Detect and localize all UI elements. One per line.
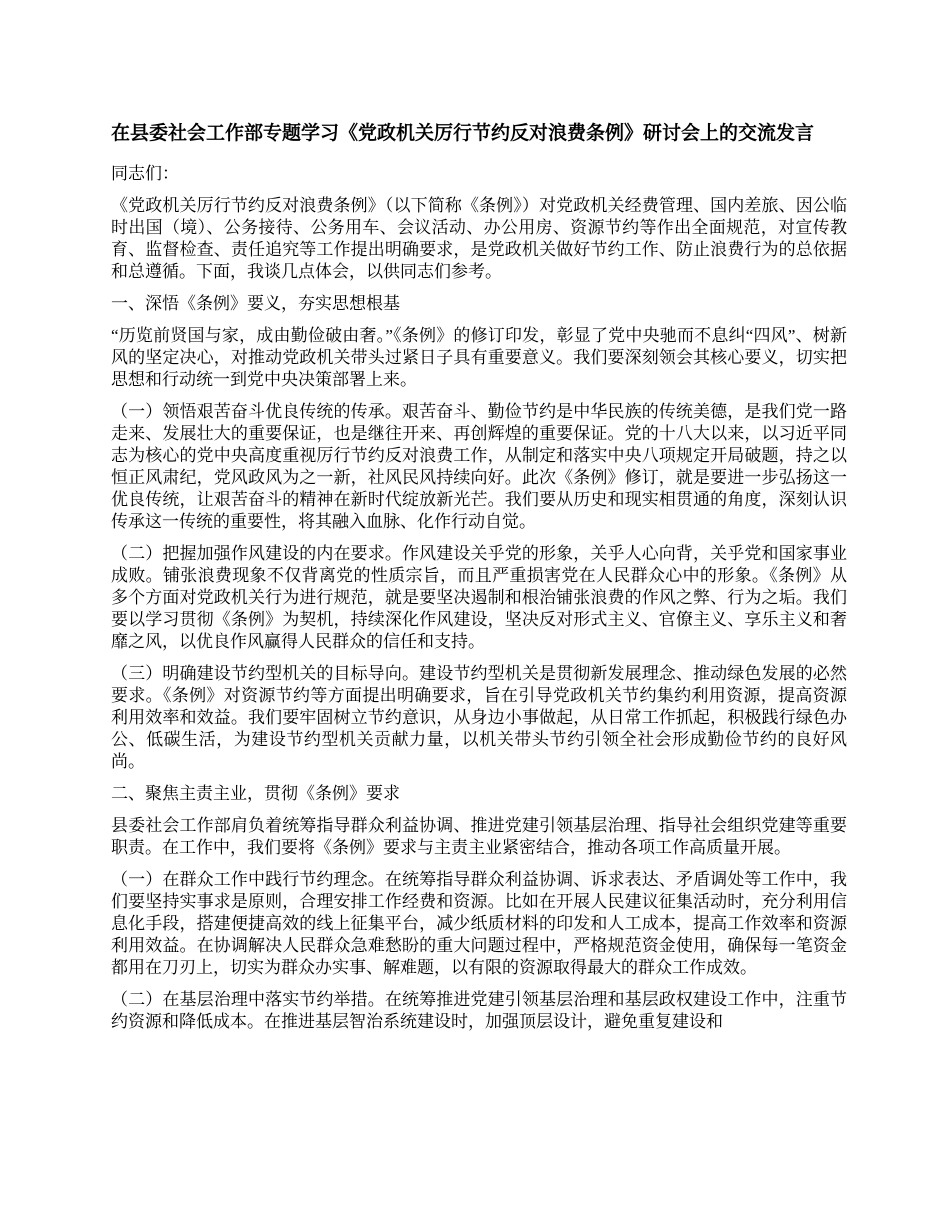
paragraph-section1-point3: （三）明确建设节约型机关的目标导向。建设节约型机关是贯彻新发展理念、推动绿色发展的必然要求。《条例》对资源节约等方面提出明确要求，旨在引导党政机关节约集约利用资源，提高资源利用效率和效益。我们要牢固树立节约意识，从身边小事做起，从日常工作抓起，积极践行绿色办公、低碳生活，为建设节约型机关贡献力量，以机关带头节约引领全社会形成勤俭节约的良好风尚。 [111, 664, 847, 771]
document-title: 在县委社会工作部专题学习《党政机关厉行节约反对浪费条例》研讨会上的交流发言 [111, 123, 815, 144]
paragraph-section2-point1: （一）在群众工作中践行节约理念。在统筹指导群众利益协调、诉求表达、矛盾调处等工作中，我们要坚持实事求是原则，合理安排工作经费和资源。比如在开展人民建议征集活动时，充分利用信息化手段，搭建便捷高效的线上征集平台，减少纸质材料的印发和人工成本，提高工作效率和资源利用效益。在协调解决人民群众急难愁盼的重大问题过程中，严格规范资金使用，确保每一笔资金都用在刀刃上，切实为群众办实事、解难题，以有限的资源取得最大的群众工作成效。 [111, 870, 847, 977]
paragraph-section1-point1: （一）领悟艰苦奋斗优良传统的传承。艰苦奋斗、勤俭节约是中华民族的传统美德，是我们党一路走来、发展壮大的重要保证，也是继往开来、再创辉煌的重要保证。党的十八大以来，以习近平同志为核心的党中央高度重视厉行节约反对浪费工作，从制定和落实中央八项规定开局破题，持之以恒正风肃纪，党风政风为之一新，社风民风持续向好。此次《条例》修订，就是要进一步弘扬这一优良传统，让艰苦奋斗的精神在新时代绽放新光芒。我们要从历史和现实相贯通的角度，深刻认识传承这一传统的重要性，将其融入血脉、化作行动自觉。 [111, 402, 847, 531]
paragraph-section1-intro: “历览前贤国与家，成由勤俭破由奢。”《条例》的修订印发，彰显了党中央驰而不息纠“四风”、树新风的坚定决心，对推动党政机关带头过紧日子具有重要意义。我们要深刻领会其核心要义，切实把思想和行动统一到党中央决策部署上来。 [111, 326, 847, 389]
salutation: 同志们： [111, 164, 179, 183]
paragraph-section1-point2: （二）把握加强作风建设的内在要求。作风建设关乎党的形象，关乎人心向背，关乎党和国家事业成败。铺张浪费现象不仅背离党的性质宗旨，而且严重损害党在人民群众心中的形象。《条例》从多个方面对党政机关行为进行规范，就是要坚决遏制和根治铺张浪费的作风之弊、行为之垢。我们要以学习贯彻《条例》为契机，持续深化作风建设，坚决反对形式主义、官僚主义、享乐主义和奢靡之风，以优良作风赢得人民群众的信任和支持。 [111, 544, 847, 651]
paragraph-section2-intro: 县委社会工作部肩负着统筹指导群众利益协调、推进党建引领基层治理、指导社会组织党建等重要职责。在工作中，我们要将《条例》要求与主责主业紧密结合，推动各项工作高质量开展。 [111, 816, 847, 857]
paragraph-section2-point2-truncated: （二）在基层治理中落实节约举措。在统筹推进党建引领基层治理和基层政权建设工作中，注重节约资源和降低成本。在推进基层智治系统建设时，加强顶层设计，避免重复建设和 [111, 990, 847, 1031]
section-heading-2: 二、聚焦主责主业，贯彻《条例》要求 [111, 784, 400, 803]
paragraph-preamble: 《党政机关厉行节约反对浪费条例》（以下简称《条例》）对党政机关经费管理、国内差旅、因公临时出国（境）、公务接待、公务用车、会议活动、办公用房、资源节约等作出全面规范，对宣传教育、监督检查、责任追究等工作提出明确要求，是党政机关做好节约工作、防止浪费行为的总依据和总遵循。下面，我谈几点体会，以供同志们参考。 [111, 196, 847, 281]
section-heading-1: 一、深悟《条例》要义，夯实思想根基 [111, 294, 400, 313]
